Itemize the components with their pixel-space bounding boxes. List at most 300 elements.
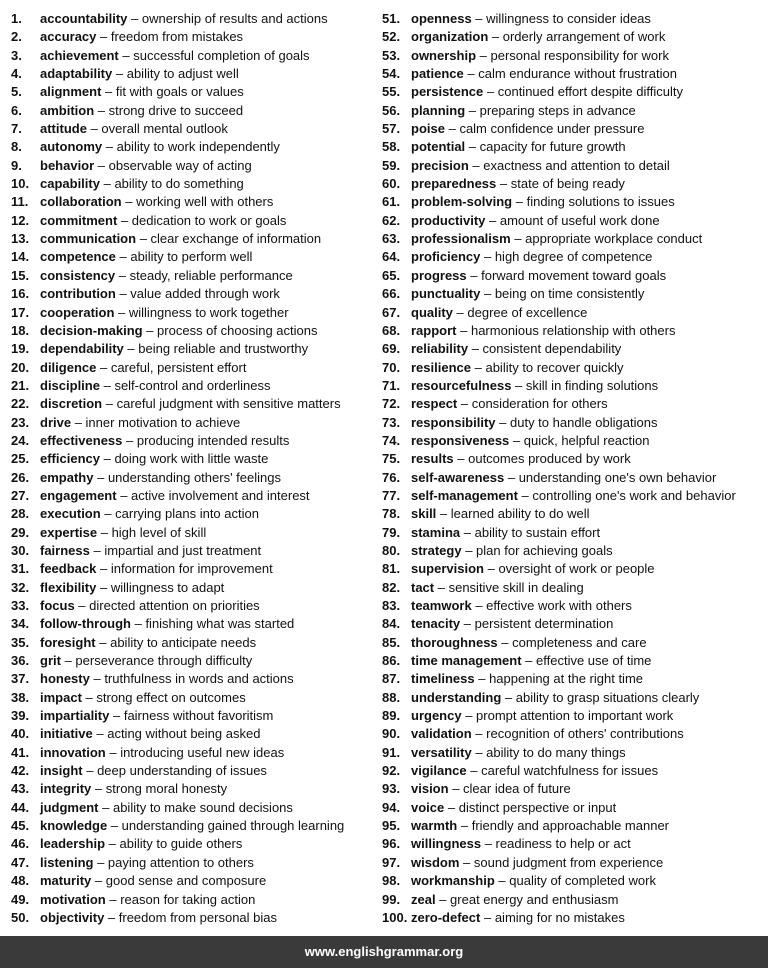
entry-number: 1.: [11, 11, 22, 26]
vocabulary-entry: [11, 634, 381, 652]
entry-definition: understanding gained through learning: [121, 818, 345, 834]
entry-definition: high level of skill: [111, 524, 207, 540]
entry-dash: –: [98, 799, 113, 815]
entry-dash: –: [471, 726, 487, 742]
entry-dash: –: [109, 708, 124, 724]
entry-number: 83.: [382, 598, 401, 613]
entry-number: 19.: [11, 341, 30, 357]
entry-term: resilience: [411, 359, 471, 375]
entry-number: 73.: [382, 414, 401, 430]
entry-term: self-awareness: [411, 469, 505, 485]
entry-number: 79.: [382, 524, 401, 540]
entry-number: 94.: [382, 799, 401, 815]
vocabulary-entry: [382, 157, 766, 175]
entry-term: dependability: [40, 341, 124, 357]
entry-dash: –: [483, 84, 498, 100]
entry-number: 57.: [382, 121, 401, 137]
entry-number: 55.: [382, 84, 401, 100]
entry-term: quality: [411, 304, 453, 320]
entry-number: 63.: [382, 231, 401, 247]
entry-dash: –: [444, 799, 459, 815]
entry-definition: successful completion of goals: [133, 47, 310, 63]
entry-definition: willingness to work together: [128, 304, 289, 320]
entry-term: grit: [40, 653, 61, 669]
entry-number: 64.: [382, 249, 401, 265]
entry-term: attitude: [40, 121, 87, 137]
entry-dash: –: [496, 176, 511, 192]
entry-definition: ability to do something: [114, 176, 244, 192]
entry-term: wisdom: [411, 854, 460, 870]
entry-number: 72.: [382, 396, 401, 412]
entry-definition: working well with others: [136, 194, 274, 210]
entry-dash: –: [435, 891, 451, 907]
vocabulary-entry: [382, 120, 766, 138]
entry-definition: effective use of time: [536, 653, 652, 669]
entry-definition: directed attention on priorities: [89, 598, 260, 613]
entry-term: versatility: [411, 744, 472, 760]
entry-definition: strong effect on outcomes: [96, 689, 246, 705]
entry-definition: distinct perspective or input: [458, 799, 617, 815]
entry-definition: completeness and care: [512, 634, 647, 650]
entry-dash: –: [105, 744, 121, 760]
entry-number: 15.: [11, 267, 30, 283]
entry-number: 48.: [11, 873, 30, 889]
vocabulary-entry: [382, 359, 766, 377]
entry-dash: –: [494, 873, 510, 889]
entry-dash: –: [460, 616, 475, 632]
entry-definition: happening at the right time: [489, 671, 643, 687]
vocabulary-entry: [382, 487, 766, 505]
vocabulary-entry: [382, 267, 766, 285]
entry-term: vigilance: [411, 763, 467, 779]
entry-number: 2.: [11, 29, 22, 45]
entry-number: 82.: [382, 579, 401, 595]
entry-definition: orderly arrangement of work: [502, 29, 666, 45]
vocabulary-entry: [11, 212, 381, 230]
vocabulary-entry: [11, 47, 381, 65]
entry-number: 44.: [11, 799, 30, 815]
entry-dash: –: [93, 854, 108, 870]
entry-term: feedback: [40, 561, 97, 577]
entry-term: execution: [40, 506, 101, 522]
entry-dash: –: [521, 653, 537, 669]
entry-term: cooperation: [40, 304, 115, 320]
entry-term: autonomy: [40, 139, 103, 155]
entry-definition: finding solutions to issues: [526, 194, 675, 210]
entry-term: skill: [411, 506, 437, 522]
entry-definition: outcomes produced by work: [468, 451, 631, 467]
vocabulary-entry: [11, 799, 381, 817]
entry-definition: information for improvement: [110, 561, 273, 577]
entry-term: expertise: [40, 524, 98, 540]
entry-dash: –: [471, 11, 487, 26]
entry-definition: dedication to work or goals: [131, 212, 287, 228]
entry-definition: calm confidence under pressure: [459, 121, 645, 137]
entry-dash: –: [434, 579, 449, 595]
vocabulary-entry: [382, 304, 766, 322]
entry-term: responsibility: [411, 414, 496, 430]
vocabulary-entry: [11, 65, 381, 83]
entry-dash: –: [459, 854, 474, 870]
entry-number: 97.: [382, 854, 401, 870]
entry-dash: –: [99, 377, 115, 393]
entry-term: capability: [40, 176, 100, 192]
entry-dash: –: [115, 249, 131, 265]
entry-number: 21.: [11, 377, 30, 393]
entry-number: 35.: [11, 634, 30, 650]
entry-term: time management: [411, 653, 522, 669]
entry-number: 29.: [11, 524, 30, 540]
entry-dash: –: [95, 634, 111, 650]
entry-term: poise: [411, 121, 445, 137]
entry-term: honesty: [40, 671, 90, 687]
entry-dash: –: [97, 524, 112, 540]
vocabulary-entry: [11, 707, 381, 725]
vocabulary-entry: [11, 835, 381, 853]
entry-dash: –: [115, 286, 131, 302]
entry-dash: –: [465, 139, 480, 155]
vocabulary-entry: [11, 193, 381, 211]
entry-dash: –: [107, 818, 122, 834]
vocabulary-entry: [382, 414, 766, 432]
entry-dash: –: [436, 506, 451, 522]
entry-definition: careful watchfulness for issues: [481, 763, 659, 779]
entry-term: warmth: [411, 818, 458, 834]
vocabulary-entry: [382, 377, 766, 395]
entry-number: 4.: [11, 66, 22, 82]
vocabulary-entry: [382, 450, 766, 468]
entry-term: zeal: [411, 891, 436, 907]
entry-dash: –: [512, 194, 527, 210]
entry-definition: ability to make sound decisions: [112, 799, 293, 815]
vocabulary-entry: [11, 175, 381, 193]
entry-dash: –: [118, 47, 134, 63]
entry-definition: understanding one's own behavior: [518, 469, 717, 485]
entry-definition: ability to sustain effort: [474, 524, 601, 540]
entry-definition: strong drive to succeed: [108, 102, 244, 118]
entry-term: persistence: [411, 84, 484, 100]
entry-number: 99.: [382, 891, 401, 907]
entry-number: 54.: [382, 66, 401, 82]
entry-dash: –: [461, 708, 477, 724]
entry-number: 86.: [382, 653, 401, 669]
entry-dash: –: [483, 561, 499, 577]
vocabulary-entry: [382, 395, 766, 413]
entry-term: professionalism: [411, 231, 511, 247]
entry-term: punctuality: [411, 286, 481, 302]
entry-number: 75.: [382, 451, 401, 467]
entry-term: organization: [411, 29, 489, 45]
entry-number: 42.: [11, 763, 30, 779]
entry-dash: –: [511, 377, 526, 393]
entry-definition: strong moral honesty: [105, 781, 228, 797]
entry-definition: consistent dependability: [482, 341, 622, 357]
entry-number: 95.: [382, 818, 401, 834]
entry-definition: steady, reliable performance: [129, 267, 293, 283]
entry-dash: –: [89, 671, 105, 687]
entry-definition: personal responsibility for work: [490, 47, 669, 63]
vocabulary-entry: [11, 542, 381, 560]
entry-number: 90.: [382, 726, 401, 742]
entry-term: competence: [40, 249, 116, 265]
entry-dash: –: [495, 414, 510, 430]
entry-definition: willingness to consider ideas: [486, 11, 651, 26]
vocabulary-entry: [11, 524, 381, 542]
entry-dash: –: [517, 487, 533, 503]
entry-number: 47.: [11, 854, 30, 870]
entry-number: 13.: [11, 231, 30, 247]
entry-dash: –: [86, 121, 102, 137]
entry-definition: plan for achieving goals: [476, 542, 613, 558]
vocabulary-entry: [11, 615, 381, 633]
entry-definition: observable way of acting: [108, 157, 252, 173]
entry-term: voice: [411, 799, 445, 815]
entry-dash: –: [476, 47, 491, 63]
entry-dash: –: [481, 836, 496, 852]
entry-number: 66.: [382, 286, 401, 302]
entry-dash: –: [127, 11, 142, 26]
entry-dash: –: [461, 542, 477, 558]
entry-dash: –: [501, 689, 516, 705]
entry-number: 17.: [11, 304, 30, 320]
entry-dash: –: [114, 304, 129, 320]
vocabulary-entry: [382, 689, 766, 707]
entry-number: 3.: [11, 47, 22, 63]
entry-number: 84.: [382, 616, 401, 632]
entry-definition: good sense and composure: [105, 873, 267, 889]
entry-dash: –: [471, 598, 487, 613]
entry-definition: controlling one's work and behavior: [532, 487, 736, 503]
vocabulary-entry: [382, 725, 766, 743]
entry-number: 100.: [382, 909, 408, 925]
entry-number: 51.: [382, 11, 401, 26]
vocabulary-entry: [11, 597, 381, 615]
entry-term: thoroughness: [411, 634, 498, 650]
entry-number: 67.: [382, 304, 401, 320]
entry-term: responsiveness: [411, 432, 510, 448]
entry-number: 20.: [11, 359, 30, 375]
entry-term: diligence: [40, 359, 97, 375]
entry-number: 8.: [11, 139, 22, 155]
entry-dash: –: [466, 267, 482, 283]
entry-number: 23.: [11, 414, 30, 430]
entry-definition: great energy and enthusiasm: [450, 891, 619, 907]
entry-definition: doing work with little waste: [114, 451, 269, 467]
entry-number: 93.: [382, 781, 401, 797]
entry-term: listening: [40, 854, 94, 870]
vocabulary-entry: [11, 872, 381, 890]
entry-term: accuracy: [40, 29, 97, 45]
entry-term: discretion: [40, 396, 103, 412]
entry-number: 32.: [11, 579, 30, 595]
entry-definition: being on time consistently: [494, 286, 645, 302]
entry-definition: state of being ready: [510, 176, 625, 192]
vocabulary-entry: [11, 230, 381, 248]
entry-dash: –: [465, 102, 480, 118]
entry-number: 98.: [382, 873, 401, 889]
entry-definition: ability to adjust well: [126, 66, 239, 82]
entry-definition: ability to grasp situations clearly: [515, 689, 700, 705]
entry-number: 50.: [11, 909, 30, 925]
entry-term: initiative: [40, 726, 93, 742]
vocabulary-entry: [11, 414, 381, 432]
vocabulary-entry: [382, 560, 766, 578]
entry-number: 52.: [382, 29, 401, 45]
entry-term: timeliness: [411, 671, 475, 687]
entry-definition: continued effort despite difficulty: [497, 84, 683, 100]
entry-definition: persistent determination: [474, 616, 614, 632]
entry-number: 24.: [11, 432, 30, 448]
entry-definition: effective work with others: [486, 598, 632, 613]
vocabulary-entry: [382, 634, 766, 652]
entry-definition: preparing steps in advance: [479, 102, 636, 118]
entry-definition: ability to do many things: [486, 744, 626, 760]
entry-dash: –: [463, 66, 479, 82]
entry-definition: degree of excellence: [467, 304, 588, 320]
entry-term: resourcefulness: [411, 377, 512, 393]
entry-dash: –: [510, 231, 526, 247]
vocabulary-entry: [11, 138, 381, 156]
entry-dash: –: [102, 396, 117, 412]
vocabulary-entry: [382, 707, 766, 725]
entry-term: drive: [40, 414, 72, 430]
vocabulary-entry: [11, 340, 381, 358]
entry-term: leadership: [40, 836, 106, 852]
vocabulary-entry: [382, 780, 766, 798]
entry-number: 65.: [382, 267, 401, 283]
entry-term: integrity: [40, 781, 92, 797]
vocabulary-entry: [11, 725, 381, 743]
entry-dash: –: [96, 359, 111, 375]
entry-dash: –: [471, 744, 487, 760]
entry-dash: –: [94, 102, 109, 118]
vocabulary-entry: [11, 689, 381, 707]
entry-term: flexibility: [40, 579, 97, 595]
entry-term: maturity: [40, 873, 92, 889]
entry-term: urgency: [411, 708, 462, 724]
entry-definition: recognition of others' contributions: [486, 726, 684, 742]
entry-dash: –: [497, 634, 513, 650]
entry-definition: friendly and approachable manner: [471, 818, 670, 834]
vocabulary-entry: [382, 854, 766, 872]
vocabulary-entry: [11, 395, 381, 413]
entry-definition: fit with goals or values: [115, 84, 244, 100]
entry-dash: –: [466, 763, 482, 779]
entry-dash: –: [92, 726, 108, 742]
entry-number: 70.: [382, 359, 401, 375]
entry-term: workmanship: [411, 873, 495, 889]
vocabulary-entry: [382, 817, 766, 835]
entry-term: engagement: [40, 487, 117, 503]
entry-definition: calm endurance without frustration: [478, 66, 677, 82]
entry-definition: value added through work: [130, 286, 280, 302]
entry-term: tenacity: [411, 616, 461, 632]
entry-term: rapport: [411, 322, 457, 338]
vocabulary-entry: [382, 10, 766, 28]
entry-dash: –: [468, 341, 483, 357]
entry-dash: –: [82, 763, 98, 779]
entry-dash: –: [480, 286, 495, 302]
footer-website: www.englishgrammar.org: [0, 936, 768, 968]
entry-definition: quick, helpful reaction: [523, 432, 650, 448]
entry-number: 46.: [11, 836, 30, 852]
entry-term: progress: [411, 267, 467, 283]
entry-term: strategy: [411, 542, 462, 558]
entry-definition: introducing useful new ideas: [120, 744, 285, 760]
entry-definition: careful, persistent effort: [110, 359, 247, 375]
entry-dash: –: [471, 359, 486, 375]
entry-dash: –: [122, 432, 137, 448]
entry-definition: deep understanding of issues: [97, 763, 267, 779]
entry-number: 89.: [382, 708, 401, 724]
vocabulary-entry: [11, 560, 381, 578]
entry-definition: overall mental outlook: [101, 121, 228, 137]
entry-number: 80.: [382, 542, 401, 558]
entry-definition: sensitive skill in dealing: [448, 579, 584, 595]
entry-dash: –: [444, 121, 460, 137]
entry-definition: ability to perform well: [130, 249, 253, 265]
vocabulary-entry: [382, 524, 766, 542]
entry-number: 33.: [11, 598, 30, 613]
entry-number: 26.: [11, 469, 30, 485]
entry-term: self-management: [411, 487, 518, 503]
vocabulary-entry: [382, 652, 766, 670]
entry-number: 7.: [11, 121, 22, 137]
entry-dash: –: [453, 451, 469, 467]
entry-dash: –: [468, 157, 484, 173]
entry-number: 36.: [11, 653, 30, 669]
entry-dash: –: [457, 396, 472, 412]
entry-number: 18.: [11, 322, 30, 338]
entry-number: 27.: [11, 487, 30, 503]
entry-dash: –: [100, 506, 116, 522]
entry-definition: aiming for no mistakes: [494, 909, 625, 925]
vocabulary-entry: [382, 47, 766, 65]
entry-definition: acting without being asked: [107, 726, 261, 742]
vocabulary-entry: [382, 432, 766, 450]
entry-dash: –: [456, 322, 471, 338]
entry-dash: –: [112, 66, 127, 82]
entry-number: 38.: [11, 689, 30, 705]
entry-definition: reason for taking action: [120, 891, 256, 907]
entry-dash: –: [448, 781, 464, 797]
entry-term: openness: [411, 11, 472, 26]
vocabulary-entry: [11, 377, 381, 395]
vocabulary-entry: [382, 212, 766, 230]
entry-definition: forward movement toward goals: [481, 267, 667, 283]
entry-definition: ability to work independently: [116, 139, 280, 155]
entry-definition: perseverance through difficulty: [75, 653, 253, 669]
entry-term: problem-solving: [411, 194, 513, 210]
entry-number: 69.: [382, 341, 401, 357]
entry-dash: –: [102, 139, 117, 155]
entry-definition: self-control and orderliness: [114, 377, 271, 393]
vocabulary-column-right: [382, 10, 766, 927]
entry-dash: –: [105, 836, 120, 852]
entry-term: understanding: [411, 689, 502, 705]
entry-definition: quality of completed work: [509, 873, 656, 889]
vocabulary-entry: [382, 340, 766, 358]
entry-term: ambition: [40, 102, 95, 118]
entry-definition: readiness to help or act: [495, 836, 631, 852]
entry-number: 6.: [11, 102, 22, 118]
vocabulary-entry: [382, 872, 766, 890]
entry-number: 37.: [11, 671, 30, 687]
entry-definition: duty to handle obligations: [510, 414, 658, 430]
vocabulary-entry: [382, 799, 766, 817]
entry-dash: –: [480, 909, 495, 925]
vocabulary-entry: [382, 762, 766, 780]
